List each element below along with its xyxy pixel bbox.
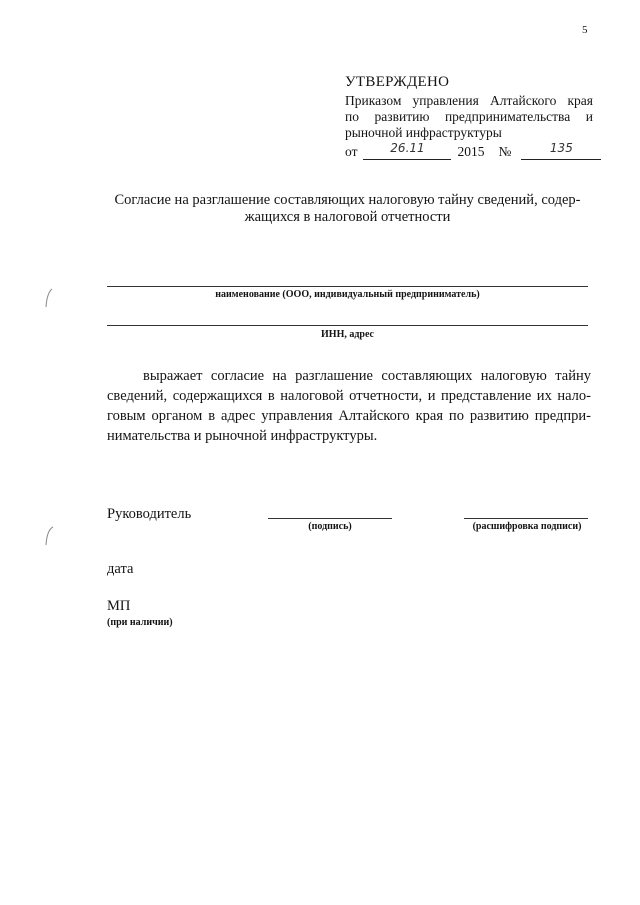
signatory-label: Руководитель [107,506,192,522]
decode-caption: (расшифровка подписи) [472,521,582,532]
margin-mark [44,287,54,309]
date-label: дата [107,561,134,577]
number-sign: № [498,144,512,159]
signature-line [268,518,392,519]
handwritten-number: 135 [549,141,573,155]
approval-line: по развитию предпринимательства и [345,109,593,124]
page-number: 5 [582,24,588,36]
inn-field-caption: ИНН, адрес [321,329,374,340]
approval-line: Приказом управления Алтайского края [345,93,593,108]
margin-mark [44,525,54,547]
name-field-line [107,286,588,287]
approval-line: рыночной инфраструктуры [345,125,502,140]
signature-caption: (подпись) [308,521,352,532]
date-prefix: от [345,144,358,159]
document-title: Согласие на разглашение составляющих налоговую тайну сведений, содер-жащихся в налоговой отчетности [114,192,581,225]
date-blank [363,143,451,160]
handwritten-date: 26.11 [390,141,425,155]
approval-date-row [345,142,605,160]
year: 2015 [457,144,485,159]
stamp-label: МП [107,598,131,614]
stamp-caption: (при наличии) [107,617,173,628]
decode-line [464,518,588,519]
name-field-caption: наименование (ООО, индивидуальный предприниматель) [215,289,480,300]
number-blank [521,143,601,160]
approval-title: УТВЕРЖДЕНО [345,74,450,90]
consent-paragraph: выражает согласие на разглашение составляющих налоговую тайну сведений, содержащихся в налоговой отчетности, и представление их нало-говым органом в адрес управления Алтайского края по развитию предпри-нимательства и рыночной инфраструктуры. [107,368,591,444]
inn-field-line [107,325,588,326]
approval-block [345,74,605,160]
